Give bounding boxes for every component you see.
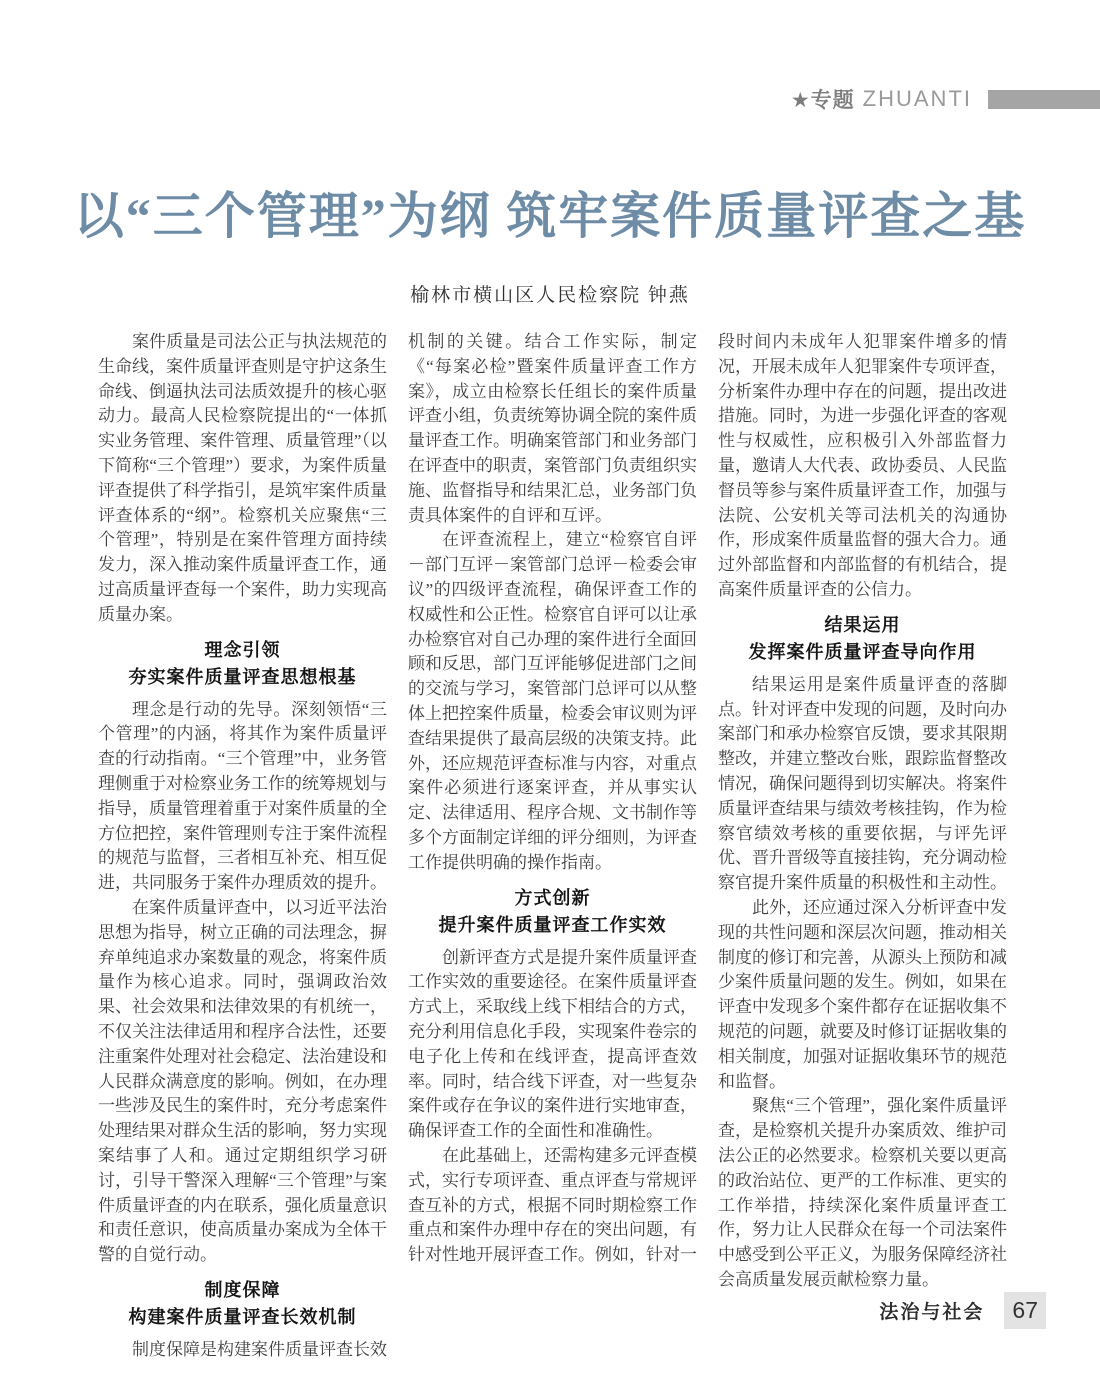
article-paragraph: 案件质量是司法公正与执法规范的生命线，案件质量评查则是守护这条生命线、倒逼执法司法质效提升的核心驱动力。最高人民检察院提出的“一体抓实业务管理、案件管理、质量管理”（以下简称“三个管理”）要求，为案件质量评查提供了科学指引，是筑牢案件质量评查体系的“纲”。检察机关应聚焦“三个管理”，特别是在案件管理方面持续发力，深入推动案件质量评查工作，通过高质量评查每一个案件，助力实现高质量办案。 [98, 332, 387, 624]
topic-bar-decoration [988, 90, 1100, 109]
article-paragraph: 此外，还应通过深入分析评查中发现的共性问题和深层次问题，推动相关制度的修订和完善，从源头上预防和减少案件质量问题的发生。例如，如果在评查中发现多个案件都存在证据收集不规范的问题，就要及时修订证据收集的相关制度，加强对证据收集环节的规范和监督。 [718, 897, 1007, 1091]
article-paragraph: 聚焦“三个管理”，强化案件质量评查，是检察机关提升办案质效、维护司法公正的必然要求。检察机关要以更高的政治站位、更严的工作标准、更实的工作举措，持续深化案件质量评查工作，努力让人民群众在每一个司法案件中感受到公平正义，为服务保障经济社会高质量发展贡献检察力量。 [718, 1096, 1007, 1289]
article-paragraph: 创新评查方式是提升案件质量评查工作实效的重要途径。在案件质量评查方式上，采取线上线下相结合的方式，充分利用信息化手段，实现案件卷宗的电子化上传和在线评查，提高评查效率。同时，结合线下评查，对一些复杂案件或存在争议的案件进行实地审查，确保评查工作的全面性和准确性。 [408, 947, 697, 1141]
article-paragraph: 机制的关键。结合工作实际，制定《“每案必检”暨案件质量评查工作方案》，成立由检察长任组长的案件质量评查小组，负责统筹协调全院的案件质量评查工作。明确案管部门和业务部门在评查中的职责，案管部门负责组织实施、监督指导和结果汇总，业务部门负责具体案件的自评和互评。 [408, 332, 697, 525]
section-heading-line: 发挥案件质量评查导向作用 [748, 641, 977, 662]
section-heading-line: 构建案件质量评查长效机制 [128, 1306, 357, 1327]
article-title: 以“三个管理”为纲 筑牢案件质量评查之基 [73, 188, 1027, 244]
topic-label-cn: ★专题 [790, 89, 855, 112]
section-heading-line: 提升案件质量评查工作实效 [438, 914, 667, 935]
section-heading-line: 制度保障 [204, 1279, 281, 1300]
section-heading-line: 夯实案件质量评查思想根基 [128, 666, 357, 687]
article-paragraph: 段时间内未成年人犯罪案件增多的情况，开展未成年人犯罪案件专项评查，分析案件办理中存在的问题，提出改进措施。同时，为进一步强化评查的客观性与权威性，应积极引入外部监督力量，邀请人大代表、政协委员、人民监督员等参与案件质量评查工作，加强与法院、公安机关等司法机关的沟通协作，形成案件质量监督的强大合力。通过外部监督和内部监督的有机结合，提高案件质量评查的公信力。 [718, 332, 1007, 599]
article-paragraph: 结果运用是案件质量评查的落脚点。针对评查中发现的问题，及时向办案部门和承办检察官反馈，要求其限期整改，并建立整改台账，跟踪监督整改情况，确保问题得到切实解决。将案件质量评查结果与绩效考核挂钩，作为检察官绩效考核的重要依据，与评先评优、晋升晋级等直接挂钩，充分调动检察官提升案件质量的积极性和主动性。 [718, 674, 1007, 893]
article-byline: 榆林市横山区人民检察院 钟燕 [410, 285, 690, 306]
article-column [408, 330, 697, 1288]
section-heading [98, 637, 387, 691]
article-paragraph: 理念是行动的先导。深刻领悟“三个管理”的内涵，将其作为案件质量评查的行动指南。“三个管理”中，业务管理侧重于对检察业务工作的统筹规划与指导，质量管理着重于对案件质量的全方位把控，案件管理则专注于案件流程的规范与监督，三者相互补充、相互促进，共同服务于案件办理质效的提升。 [98, 699, 387, 893]
section-heading [718, 612, 1007, 666]
section-heading [98, 1277, 387, 1331]
section-heading-line: 方式创新 [514, 887, 591, 908]
journal-name: 法治与社会 [879, 1302, 985, 1323]
article-paragraph: 在此基础上，还需构建多元评查模式，实行专项评查、重点评查与常规评查互补的方式，根据不同时期检察工作重点和案件办理中存在的突出问题，有针对性地开展评查工作。例如，针对一 [408, 1145, 697, 1265]
section-heading-line: 结果运用 [824, 614, 901, 635]
article-paragraph: 制度保障是构建案件质量评查长效 [132, 1339, 387, 1359]
topic-header [791, 84, 1100, 114]
article-column [98, 330, 387, 1359]
page-footer [879, 1292, 1046, 1329]
article-paragraph: 在案件质量评查中，以习近平法治思想为指导，树立正确的司法理念，摒弃单纯追求办案数量的观念，将案件质量作为核心追求。同时，强调政治效果、社会效果和法律效果的有机统一，不仅关注法律适用和程序合法性，还要注重案件处理对社会稳定、法治建设和人民群众满意度的影响。例如，在办理一些涉及民生的案件时，充分考虑案件处理结果对群众生活的影响，努力实现案结事了人和。通过定期组织学习研讨，引导干警深入理解“三个管理”与案件质量评查的内在联系，强化质量意识和责任意识，使高质量办案成为全体干警的自觉行动。 [98, 897, 387, 1265]
article-paragraph: 在评查流程上，建立“检察官自评－部门互评－案管部门总评－检委会审议”的四级评查流程，确保评查工作的权威性和公正性。检察官自评可以让承办检察官对自己办理的案件进行全面回顾和反思，部门互评能够促进部门之间的交流与学习，案管部门总评可以从整体上把控案件质量，检委会审议则为评查结果提供了最高层级的决策支持。此外，还应规范评查标准与内容，对重点案件必须进行逐案评查，并从事实认定、法律适用、程序合规、文书制作等多个方面制定详细的评分细则，为评查工作提供明确的操作指南。 [408, 530, 697, 872]
section-heading-line: 理念引领 [204, 639, 281, 660]
page-number: 67 [1004, 1292, 1046, 1329]
section-heading [408, 885, 697, 939]
topic-label-en: ZHUANTI [862, 86, 972, 111]
article-column [718, 330, 1007, 1288]
